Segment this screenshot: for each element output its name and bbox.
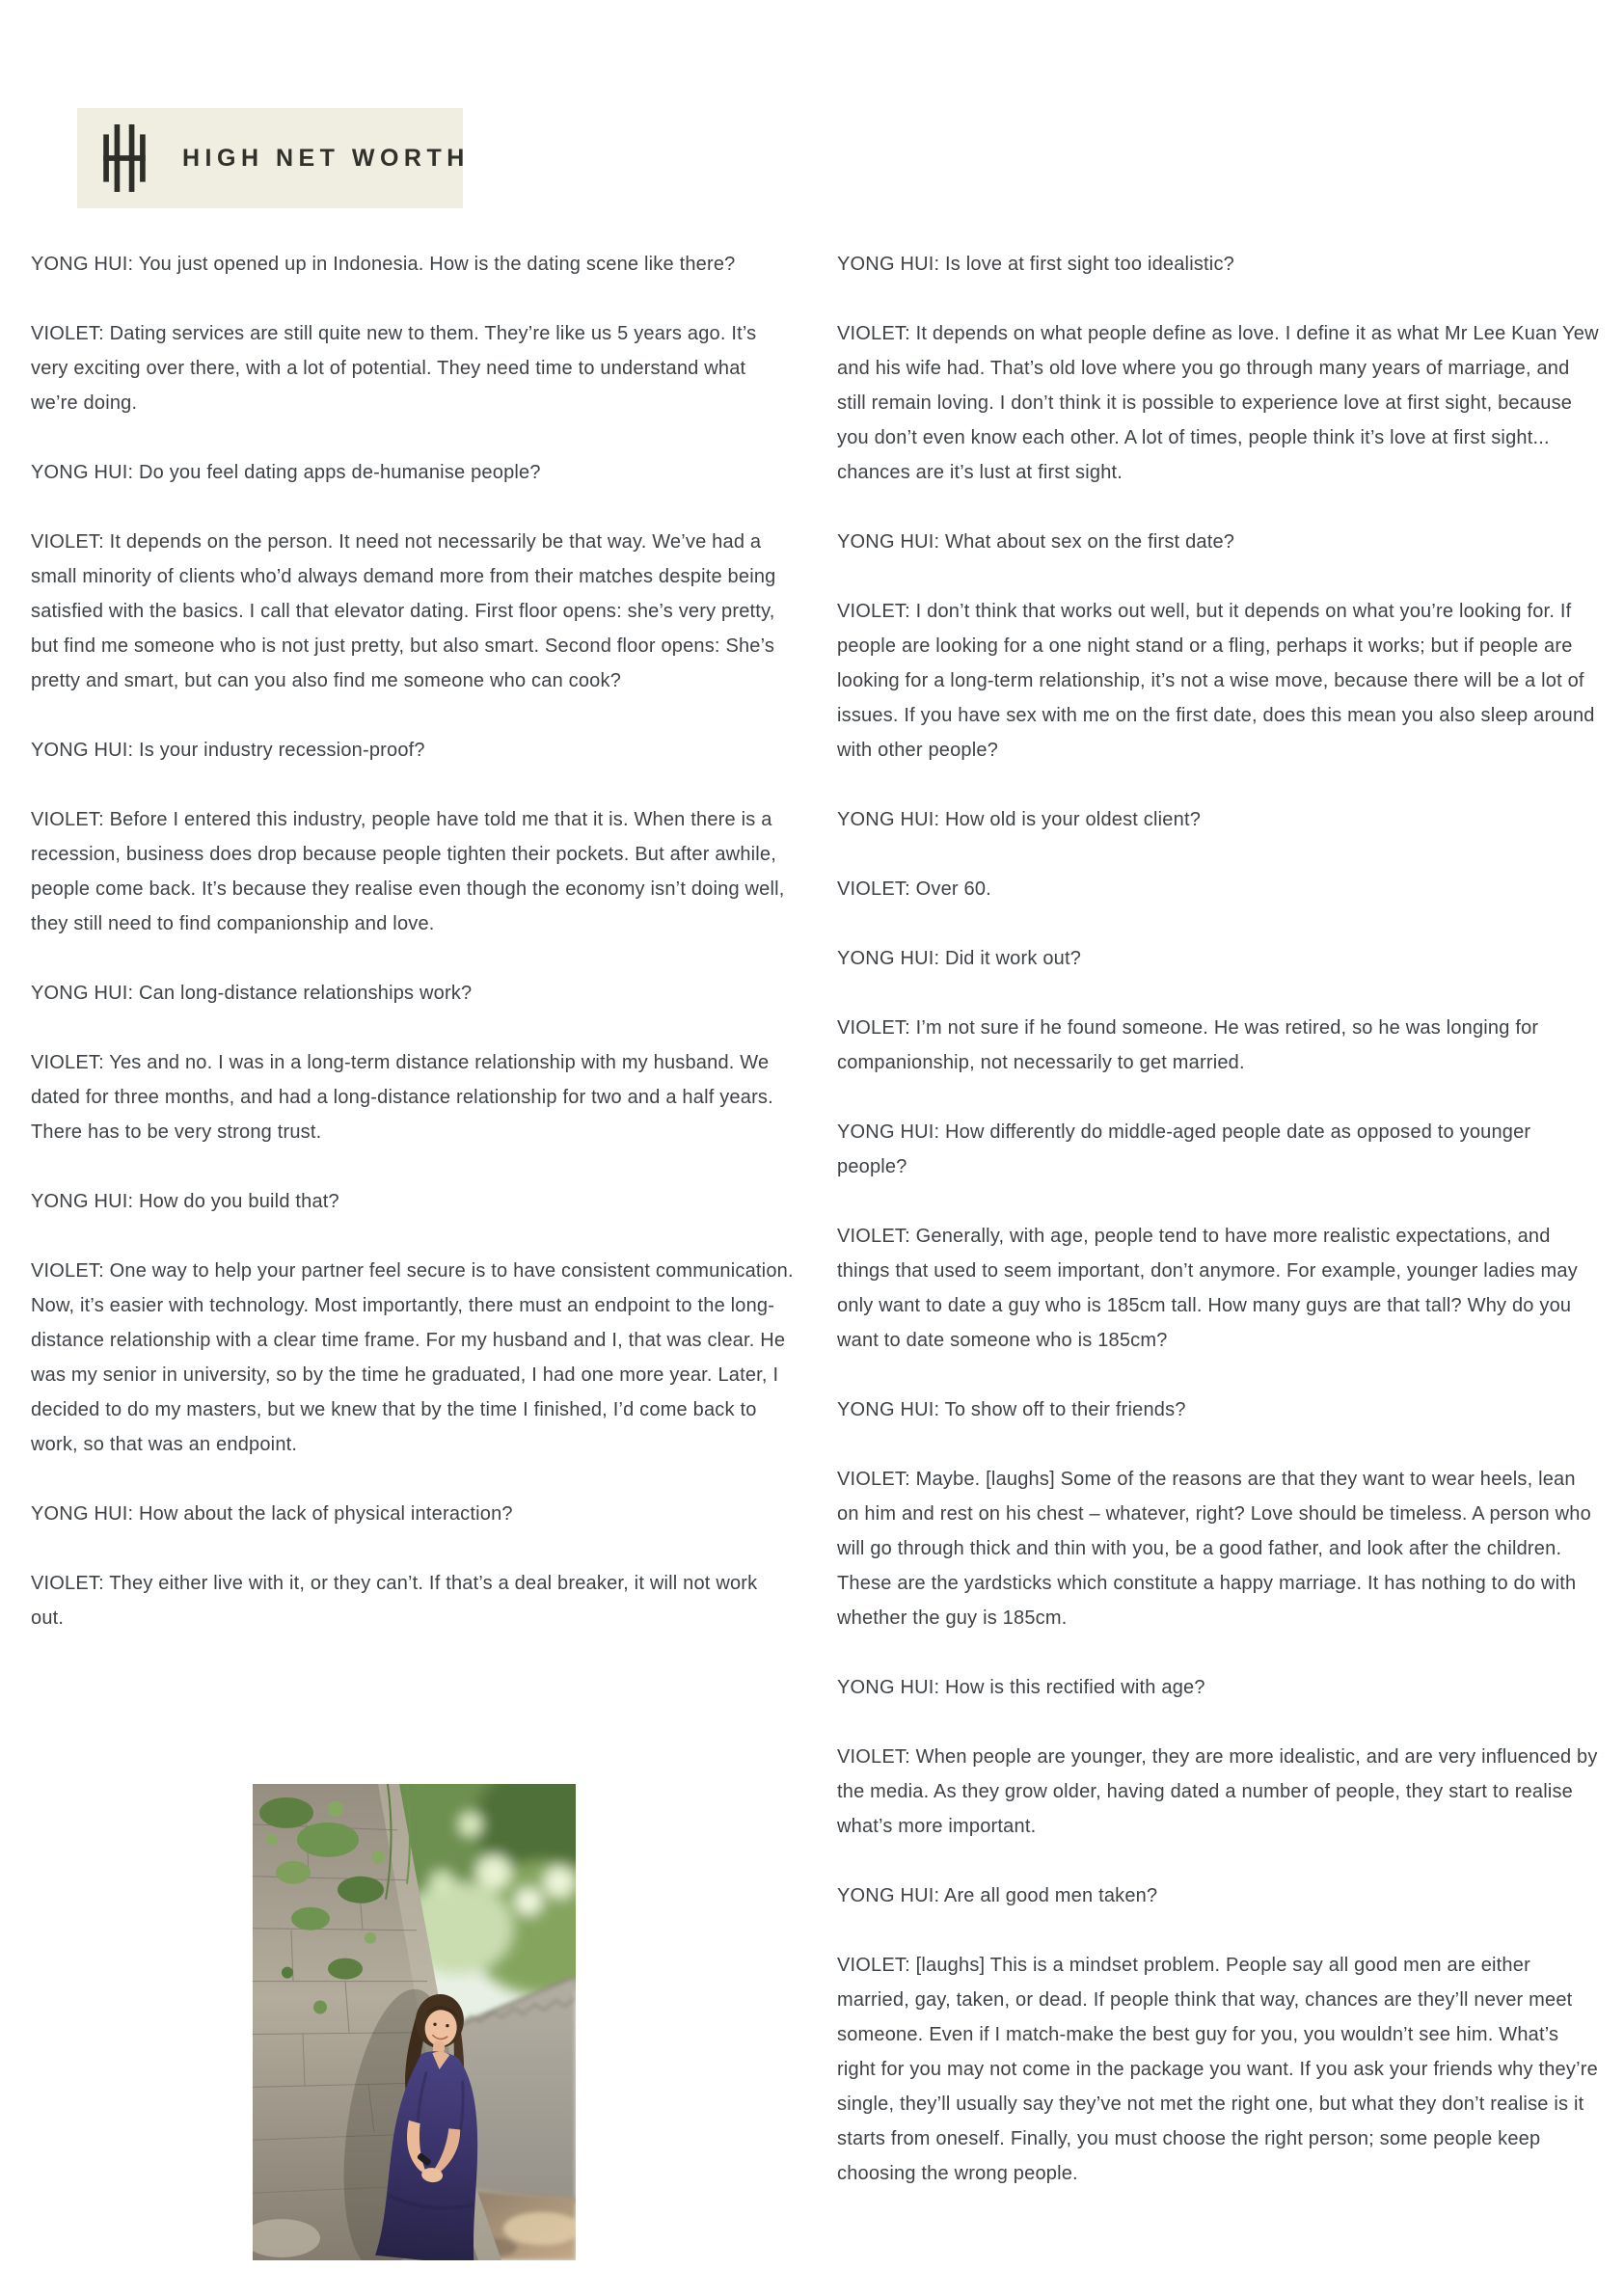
answer-paragraph: VIOLET: Generally, with age, people tend to have more realistic expectations, and things that used to seem important, don’t anymore. For example, younger ladies may only want to date a guy who is 185cm tall. How many guys are that tall? Why do you want to date someone who is 185cm? xyxy=(837,1226,1578,1351)
answer-paragraph: VIOLET: Dating services are still quite new to them. They’re like us 5 years ago. It’s very exciting over there, with a lot of potential. They need time to understand what we’re doing. xyxy=(31,323,757,414)
question-paragraph: YONG HUI: Is love at first sight too idealistic? xyxy=(837,254,1234,275)
question-paragraph: YONG HUI: How old is your oldest client? xyxy=(837,809,1202,830)
answer-paragraph: VIOLET: It depends on what people define as love. I define it as what Mr Lee Kuan Yew and his wife had. That’s old love where you go through many years of marriage, and still remain loving. I don’t think it is possible to experience love at first sight, because you don’t even know each other. A lot of times, people think it’s love at first sight... chances are it’s lust at first sight. xyxy=(837,323,1599,483)
logo-high-net-worth xyxy=(77,108,470,208)
question-paragraph: YONG HUI: Can long-distance relationships work? xyxy=(31,983,473,1004)
question-paragraph: YONG HUI: You just opened up in Indonesia. How is the dating scene like there? xyxy=(31,254,736,275)
question-paragraph: YONG HUI: Is your industry recession-proof? xyxy=(31,740,425,761)
answer-paragraph: VIOLET: Before I entered this industry, people have told me that it is. When there is a recession, business does drop because people tighten their pockets. But after awhile, people come back. It’s because they realise even though the economy isn’t doing well, they still need to find companionship and love. xyxy=(31,809,785,934)
answer-paragraph: VIOLET: When people are younger, they are more idealistic, and are very influenced by the media. As they grow older, having dated a number of people, they start to realise what’s more important. xyxy=(837,1746,1598,1837)
answer-paragraph: VIOLET: They either live with it, or they can’t. If that’s a deal breaker, it will not work out. xyxy=(31,1573,758,1629)
question-paragraph: YONG HUI: What about sex on the first date? xyxy=(837,531,1235,553)
answer-paragraph: VIOLET: It depends on the person. It need not necessarily be that way. We’ve had a small minority of clients who’d always demand more from their matches despite being satisfied with the basics. I call that elevator dating. First floor opens: she’s very pretty, but find me someone who is not just pretty, but also smart. Second floor opens: She’s pretty and smart, but can you also find me someone who can cook? xyxy=(31,531,776,691)
answer-paragraph: VIOLET: Yes and no. I was in a long-term distance relationship with my husband. We dated for three months, and had a long-distance relationship for two and a half years. There has to be very strong trust. xyxy=(31,1052,773,1143)
question-paragraph: YONG HUI: How is this rectified with age? xyxy=(837,1677,1205,1698)
portrait-photo xyxy=(253,1784,576,2260)
question-paragraph: YONG HUI: How do you build that? xyxy=(31,1191,339,1212)
answer-paragraph: VIOLET: I’m not sure if he found someone. He was retired, so he was longing for companionship, not necessarily to get married. xyxy=(837,1017,1539,1073)
logo-wordmark: HIGH NET WORTH xyxy=(182,144,470,172)
answer-paragraph: VIOLET: [laughs] This is a mindset problem. People say all good men are either married, gay, taken, or dead. If people think that way, chances are they’ll never meet someone. Even if I match-make the best guy for you, you wouldn’t see him. What’s right for you may not come in the package you want. If you ask your friends why they’re single, they’ll usually say they’ve not met the right one, but what they don’t realise is it starts from oneself. Finally, you must choose the right person; some people keep choosing the wrong people. xyxy=(837,1955,1598,2184)
question-paragraph: YONG HUI: How about the lack of physical interaction? xyxy=(31,1503,513,1525)
answer-paragraph: VIOLET: Maybe. [laughs] Some of the reasons are that they want to wear heels, lean on him and rest on his chest – whatever, right? Love should be timeless. A person who will go through thick and thin with you, be a good father, and look after the children. These are the yardsticks which constitute a happy marriage. It has nothing to do with whether the guy is 185cm. xyxy=(837,1469,1591,1629)
hnw-monogram-icon xyxy=(103,124,146,192)
question-paragraph: YONG HUI: How differently do middle-aged people date as opposed to younger people? xyxy=(837,1121,1531,1177)
question-paragraph: YONG HUI: To show off to their friends? xyxy=(837,1399,1186,1420)
question-paragraph: YONG HUI: Do you feel dating apps de-humanise people? xyxy=(31,462,541,483)
interview-left-column xyxy=(31,247,795,1670)
question-paragraph: YONG HUI: Did it work out? xyxy=(837,948,1082,969)
answer-paragraph: VIOLET: Over 60. xyxy=(837,878,991,900)
answer-paragraph: VIOLET: One way to help your partner feel secure is to have consistent communication. Now, it’s easier with technology. Most importantly, there must an endpoint to the long-distance relationship with a clear time frame. For my husband and I, that was clear. He was my senior in university, so by the time he graduated, I had one more year. Later, I decided to do my masters, but we knew that by the time I finished, I’d come back to work, so that was an endpoint. xyxy=(31,1260,794,1455)
answer-paragraph: VIOLET: I don’t think that works out well, but it depends on what you’re looking for. If people are looking for a one night stand or a fling, perhaps it works; but if people are looking for a long-term relationship, it’s not a wise move, because there will be a lot of issues. If you have sex with me on the first date, does this mean you also sleep around with other people? xyxy=(837,601,1595,761)
question-paragraph: YONG HUI: Are all good men taken? xyxy=(837,1885,1158,1906)
interview-right-column xyxy=(837,247,1601,2226)
